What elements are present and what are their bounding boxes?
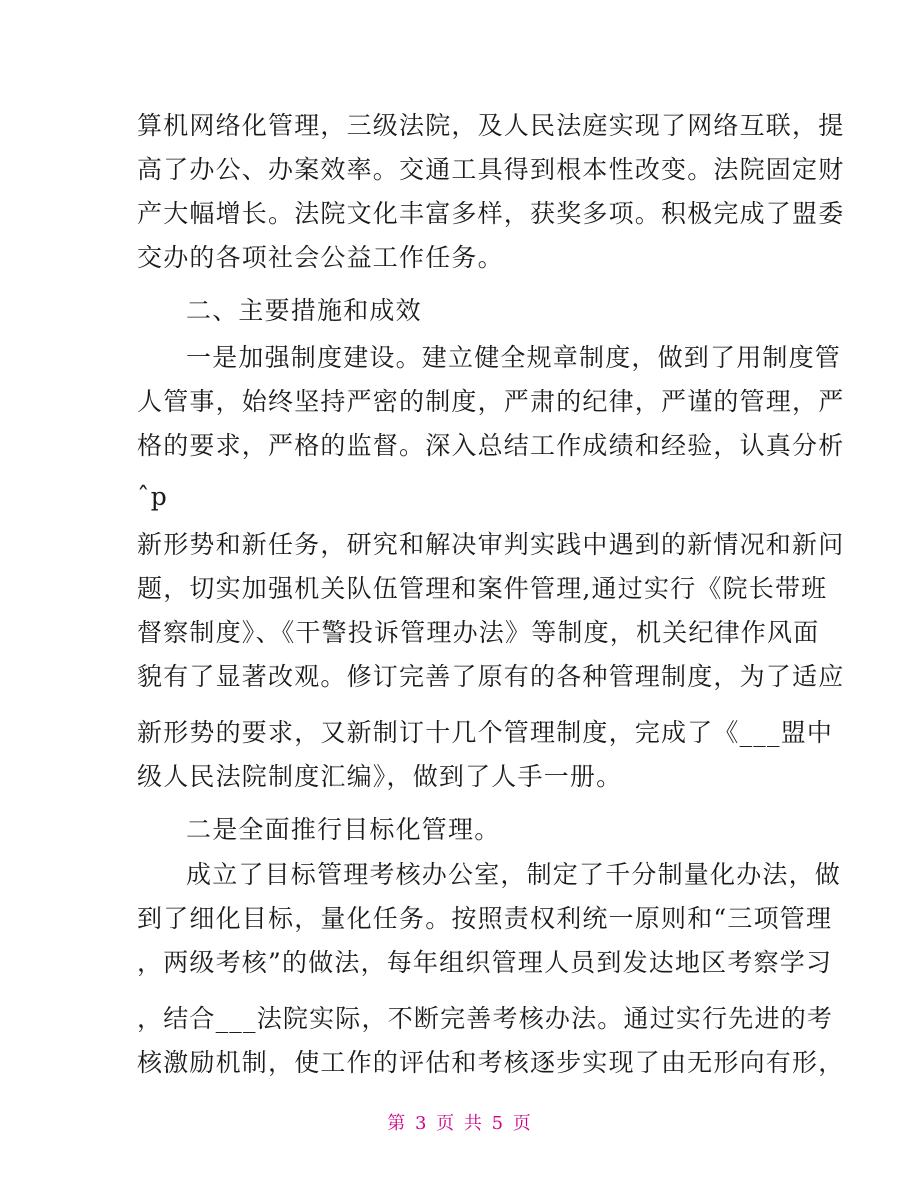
text-line-21: 核激励机制，使工作的评估和考核逐步实现了由无形向有形， xyxy=(137,1048,845,1077)
text-line-20: ，结合___法院实际，不断完善考核办法。通过实行先进的考 xyxy=(137,1004,834,1033)
text-line-14: 新形势的要求，又新制订十几个管理制度，完成了《___盟中 xyxy=(137,718,834,747)
text-line-13: 貌有了显著改观。修订完善了原有的各种管理制度，为了适应 xyxy=(137,662,845,691)
text-line-3: 产大幅增长。法院文化丰富多样，获奖多项。积极完成了盟委 xyxy=(137,199,845,228)
text-line-1: 算机网络化管理，三级法院，及人民法庭实现了网络互联，提 xyxy=(137,111,845,140)
text-line-10: 新形势和新任务，研究和解决审判实践中遇到的新情况和新问 xyxy=(137,530,845,559)
text-line-4: 交办的各项社会公益工作任务。 xyxy=(137,243,504,272)
text-line-18: 到了细化目标，量化任务。按照责权利统一原则和“三项管理 xyxy=(137,904,833,933)
text-line-12: 督察制度》、《干警投诉管理办法》等制度，机关纪律作风面 xyxy=(137,618,820,647)
text-line-2: 高了办公、办案效率。交通工具得到根本性改变。法院固定财 xyxy=(137,155,845,184)
text-line-8: 格的要求，严格的监督。深入总结工作成绩和经验，认真分析 xyxy=(137,431,845,460)
text-line-11: 题，切实加强机关队伍管理和案件管理,通过实行《院长带班 xyxy=(137,574,828,603)
text-line-15: 级人民法院制度汇编》，做到了人手一册。 xyxy=(137,762,623,791)
text-line-19: ，两级考核”的做法，每年组织管理人员到发达地区考察学习 xyxy=(137,948,833,977)
page-number-footer: 第 3 页 共 5 页 xyxy=(387,1113,533,1134)
subsection-heading: 二是全面推行目标化管理。 xyxy=(186,815,501,844)
text-line-7: 人管事，始终坚持严密的制度，严肃的纪律，严谨的管理，严 xyxy=(137,387,845,416)
text-line-6: 一是加强制度建设。建立健全规章制度，做到了用制度管 xyxy=(186,343,842,372)
text-line-artifact: ˆp xyxy=(137,482,168,511)
section-heading: 二、主要措施和成效 xyxy=(186,296,422,325)
text-line-17: 成立了目标管理考核办公室，制定了千分制量化办法，做 xyxy=(186,860,842,889)
